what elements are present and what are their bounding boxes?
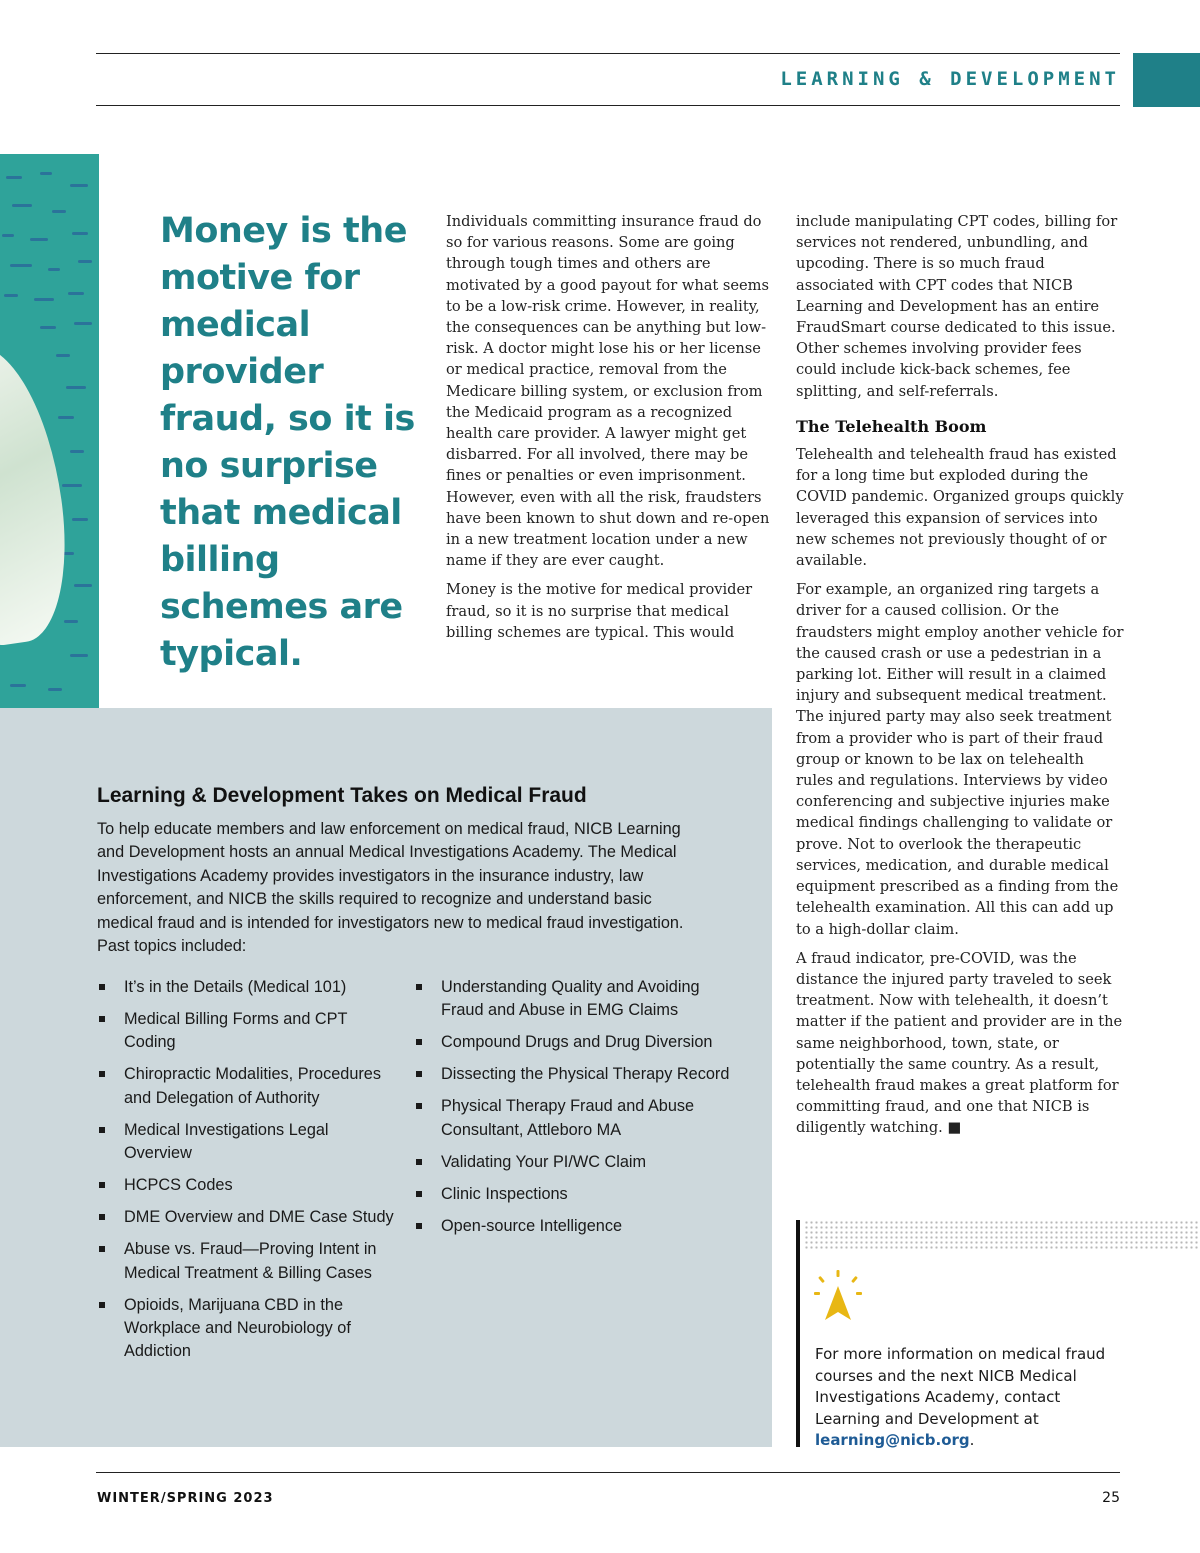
list-item: [414, 1215, 734, 1238]
bullet-icon: [416, 1191, 422, 1197]
telehealth-heading: The Telehealth Boom: [796, 416, 987, 436]
bullet-icon: [99, 1246, 105, 1252]
topic-label: Dissecting the Physical Therapy Record: [441, 1065, 730, 1084]
list-item: [414, 1183, 734, 1206]
sidebar-intro: To help educate members and law enforcement on medical fraud, NICB Learning and Development hosts an annual Medical Investigations Academy. The Medical Investigations Academy provides investigators in the insurance industry, law enforcement, and NICB the skills required to recognize and understand basic medical fraud and is intended for investigators new to medical fraud investigation. Past topics included:: [97, 820, 684, 956]
article-paragraph: For example, an organized ring targets a driver for a caused collision. Or the fraudsters might employ another vehicle for the caused crash or use a pedestrian in a parking lot. Either will result in a claimed injury and subsequent medical treatment. The injured party may also seek treatment from a provider who is part of their fraud group or known to be lax on telehealth rules and regulations. Interviews by video conferencing and subjective injuries make medical findings challenging to validate or prove. Not to overlook the therapeutic services, medication, and durable medical equipment prescribed as a finding from the telehealth examination. All this can add up to a high-dollar claim.: [796, 581, 1124, 938]
list-item: [97, 1119, 397, 1166]
article-paragraph: Money is the motive for medical provider fraud, so it is no surprise that medical billing schemes are typical. This would: [446, 581, 753, 641]
topic-label: DME Overview and DME Case Study: [124, 1208, 394, 1227]
list-item: [97, 1008, 397, 1055]
topic-label: Validating Your PI/WC Claim: [441, 1152, 647, 1171]
list-item: [414, 976, 734, 1023]
article-paragraph: Individuals committing insurance fraud do so for various reasons. Some are going through tough times and others are motivated by a good payout for what seems to be a low-risk crime. However, in reality, the consequences can be anything but low-risk. A doctor might lose his or her license or medical practice, removal from the Medicare billing system, or exclusion from the Medicaid program as a recognized health care provider. A lawyer might get disbarred. For all involved, there may be fines or penalties or even imprisonment. However, even with all the risk, fraudsters have been known to shut down and re-open in a new treatment location under a new name if they are ever caught.: [446, 213, 770, 570]
topic-label: Compound Drugs and Drug Diversion: [441, 1033, 713, 1052]
hero-image: [0, 154, 99, 708]
sidebar-title: Learning & Development Takes on Medical Fraud: [97, 784, 587, 807]
bullet-icon: [99, 1071, 105, 1077]
article-column-middle: [446, 211, 774, 651]
header-rule-top: [96, 53, 1120, 54]
bullet-icon: [416, 1223, 422, 1229]
topic-label: Opioids, Marijuana CBD in the Workplace and Neurobiology of Addiction: [124, 1295, 351, 1361]
bullet-icon: [99, 1016, 105, 1022]
email-link[interactable]: learning@nicb.org: [815, 1431, 970, 1450]
topic-label: Clinic Inspections: [441, 1184, 568, 1203]
bullet-icon: [99, 1127, 105, 1133]
bullet-icon: [99, 1182, 105, 1188]
footer-rule: [96, 1472, 1120, 1473]
list-item: [414, 1095, 734, 1142]
header-rule-bottom: [96, 105, 1120, 106]
bullet-icon: [416, 984, 422, 990]
callout-end: .: [969, 1431, 975, 1450]
article-paragraph: include manipulating CPT codes, billing for services not rendered, unbundling, and upcoding. There is so much fraud associated with CPT codes that NICB Learning and Development has an entire FraudSmart course dedicated to this issue. Other schemes involving provider fees could include kick-back schemes, fee splitting, and self-referrals.: [796, 213, 1118, 400]
topic-label: Understanding Quality and Avoiding Fraud and Abuse in EMG Claims: [441, 978, 700, 1020]
bullet-icon: [99, 1214, 105, 1220]
topic-label: Physical Therapy Fraud and Abuse Consultant, Attleboro MA: [441, 1097, 695, 1139]
bullet-icon: [416, 1103, 422, 1109]
medical-image-shape: [0, 337, 80, 651]
topic-label: Abuse vs. Fraud—Proving Intent in Medical Treatment & Billing Cases: [124, 1240, 377, 1282]
bullet-icon: [99, 1302, 105, 1308]
article-paragraph: Telehealth and telehealth fraud has existed for a long time but exploded during the COVID pandemic. Organized groups quickly leveraged this expansion of services into new schemes not previously thought of or available.: [796, 446, 1124, 570]
list-item: [97, 1174, 397, 1197]
section-tab: [1133, 53, 1200, 107]
topic-label: It’s in the Details (Medical 101): [124, 978, 347, 996]
topic-list-left: [97, 976, 397, 1372]
list-item: [97, 1206, 397, 1229]
topic-label: Chiropractic Modalities, Procedures and Delegation of Authority: [124, 1065, 381, 1107]
list-item: [414, 1151, 734, 1174]
bullet-icon: [416, 1159, 422, 1165]
topic-label: Medical Billing Forms and CPT Coding: [124, 1010, 348, 1052]
bullet-icon: [99, 984, 105, 990]
article-column-right: [796, 211, 1124, 1147]
callout-bar: [796, 1220, 800, 1447]
topic-label: HCPCS Codes: [124, 1176, 233, 1195]
list-item: [97, 1238, 397, 1285]
article-paragraph: A fraud indicator, pre-COVID, was the distance the injured party traveled to seek treatment. Now with telehealth, it doesn’t matter if the patient and provider are in the same neighborhood, town, state, or potentially the same country. As a result, telehealth fraud makes a great platform for committing fraud, and one that NICB is diligently watching. ■: [796, 949, 1123, 1137]
topic-label: Medical Investigations Legal Overview: [124, 1120, 329, 1163]
list-item: [97, 1063, 397, 1110]
cursor-arrow-icon: [812, 1268, 864, 1324]
pull-quote: Money is the motive for medical provider fraud, so it is no surprise that medical billing schemes are typical.: [160, 211, 415, 674]
list-item: [97, 1294, 397, 1364]
list-item: [414, 1063, 734, 1086]
callout-text: [815, 1344, 1115, 1452]
topic-list-right: [414, 976, 734, 1247]
page-number: 25: [1102, 1490, 1120, 1506]
bullet-icon: [416, 1071, 422, 1077]
bullet-icon: [416, 1039, 422, 1045]
topic-label: Open-source Intelligence: [441, 1216, 623, 1235]
callout-body: For more information on medical fraud courses and the next NICB Medical Investigations Academy, contact Learning and Development at: [815, 1345, 1106, 1428]
list-item: [414, 1031, 734, 1054]
issue-label: WINTER/SPRING 2023: [97, 1491, 274, 1506]
callout-dot-pattern: [804, 1220, 1200, 1250]
list-item: [97, 976, 397, 999]
section-label: LEARNING & DEVELOPMENT: [780, 68, 1120, 90]
